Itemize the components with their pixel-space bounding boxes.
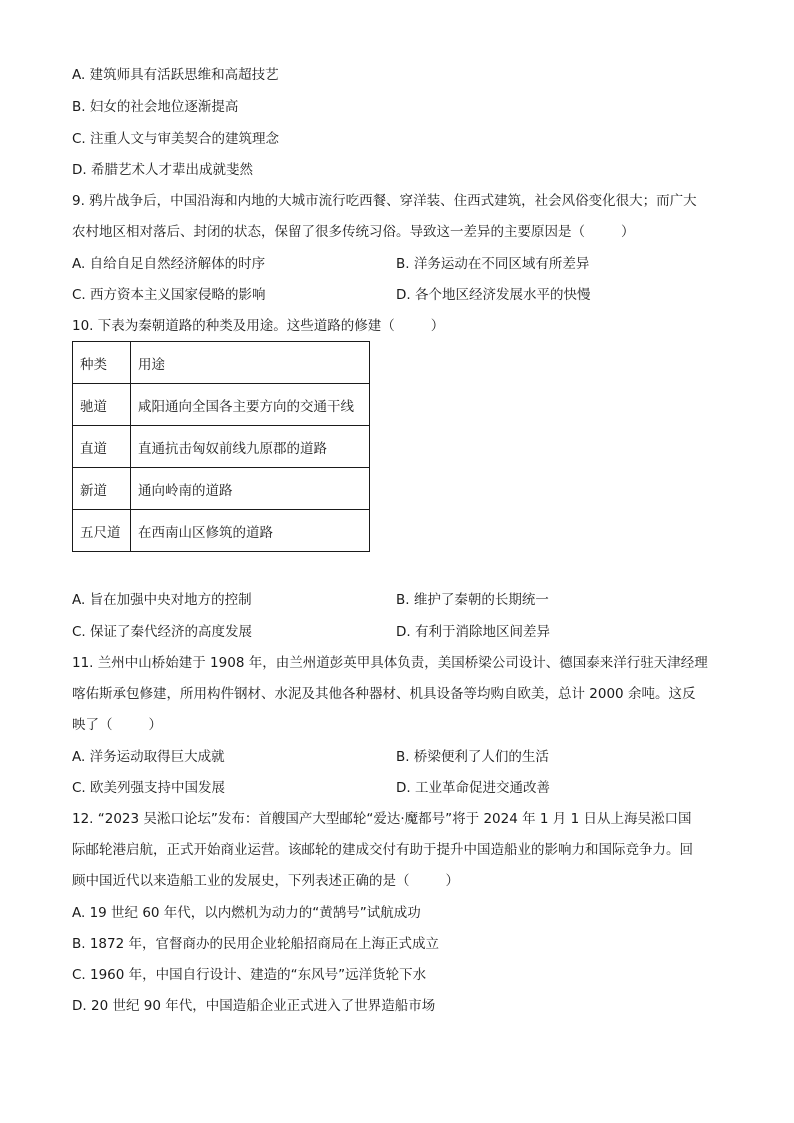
q12-option-c: C. 1960 年，中国自行设计、建造的“东风号”远洋货轮下水	[72, 967, 427, 983]
q10-option-c: C. 保证了秦代经济的高度发展	[72, 624, 253, 640]
table-row	[73, 510, 370, 552]
q9-option-b: B. 洋务运动在不同区域有所差异	[396, 256, 590, 272]
q11-stem	[72, 648, 722, 741]
q11-option-b: B. 桥梁便利了人们的生活	[396, 749, 549, 765]
q11-stem-line	[72, 710, 722, 741]
qin-roads-table	[72, 341, 370, 552]
table-cell: 咸阳通向全国各主要方向的交通干线	[131, 384, 370, 426]
q9-option-d: D. 各个地区经济发展水平的快慢	[396, 287, 591, 303]
q12-stem-text: 顾中国近代以来造船工业的发展史，下列表述正确的是（	[72, 873, 410, 889]
table-header-cell: 种类	[73, 342, 131, 384]
q11-option-c: C. 欧美列强支持中国发展	[72, 780, 226, 796]
q12-option-b: B. 1872 年，官督商办的民用企业轮船招商局在上海正式成立	[72, 936, 439, 952]
q9-stem-line	[72, 217, 722, 248]
table-cell: 五尺道	[73, 510, 131, 552]
table-cell: 在西南山区修筑的道路	[131, 510, 370, 552]
table-cell: 直通抗击匈奴前线九原郡的道路	[131, 426, 370, 468]
q11-option-d: D. 工业革命促进交通改善	[396, 780, 550, 796]
table-header-cell: 用途	[131, 342, 370, 384]
bracket-close: ）	[445, 873, 459, 889]
q10-option-b: B. 维护了秦朝的长期统一	[396, 592, 549, 608]
q12-stem	[72, 804, 722, 897]
q9-stem	[72, 186, 722, 248]
q11-stem-line: 喀佑斯承包修建，所用构件钢材、水泥及其他各种器材、机具设备等均购自欧美，总计 2000 余吨。这反	[72, 686, 696, 702]
table-cell: 驰道	[73, 384, 131, 426]
q8-option-a: A. 建筑师具有活跃思维和高超技艺	[72, 67, 279, 83]
q9-stem-line: 9. 鸦片战争后，中国沿海和内地的大城市流行吃西餐、穿洋装、住西式建筑，社会风俗变化很大；而广大	[72, 193, 697, 209]
table-cell: 新道	[73, 468, 131, 510]
q12-stem-line: 12. “2023 吴淞口论坛”发布：首艘国产大型邮轮“爱达·魔都号”将于 2024 年 1 月 1 日从上海吴淞口国	[72, 811, 692, 827]
q11-stem-line: 11. 兰州中山桥始建于 1908 年，由兰州道彭英甲具体负责，美国桥梁公司设计、德国泰来洋行驻天津经理	[72, 655, 708, 671]
q12-option-d: D. 20 世纪 90 年代，中国造船企业正式进入了世界造船市场	[72, 998, 436, 1014]
q8-option-d: D. 希腊艺术人才辈出成就斐然	[72, 162, 253, 178]
table-row	[73, 384, 370, 426]
q9-option-c: C. 西方资本主义国家侵略的影响	[72, 287, 266, 303]
q11-stem-text: 映了（	[72, 717, 113, 733]
q10-option-d: D. 有利于消除地区间差异	[396, 624, 550, 640]
q9-stem-text: 农村地区相对落后、封闭的状态，保留了很多传统习俗。导致这一差异的主要原因是（	[72, 224, 585, 240]
q11-option-a: A. 洋务运动取得巨大成就	[72, 749, 225, 765]
table-row	[73, 468, 370, 510]
table-row	[73, 426, 370, 468]
q8-option-b: B. 妇女的社会地位逐渐提高	[72, 99, 239, 115]
q12-stem-line: 际邮轮港启航，正式开始商业运营。该邮轮的建成交付有助于提升中国造船业的影响力和国际竞争力。回	[72, 842, 693, 858]
q9-option-a: A. 自给自足自然经济解体的时序	[72, 256, 266, 272]
q10-stem-text: 10. 下表为秦朝道路的种类及用途。这些道路的修建（	[72, 318, 395, 334]
table-header-row	[73, 342, 370, 384]
q12-option-a: A. 19 世纪 60 年代，以内燃机为动力的“黄鹄号”试航成功	[72, 905, 421, 921]
q8-option-c: C. 注重人文与审美契合的建筑理念	[72, 131, 280, 147]
bracket-close: ）	[148, 717, 162, 733]
bracket-close: ）	[621, 224, 635, 240]
q12-stem-line	[72, 866, 722, 897]
q10-stem	[72, 316, 444, 336]
table-cell: 直道	[73, 426, 131, 468]
q10-option-a: A. 旨在加强中央对地方的控制	[72, 592, 252, 608]
bracket-close: ）	[430, 318, 445, 334]
table-cell: 通向岭南的道路	[131, 468, 370, 510]
